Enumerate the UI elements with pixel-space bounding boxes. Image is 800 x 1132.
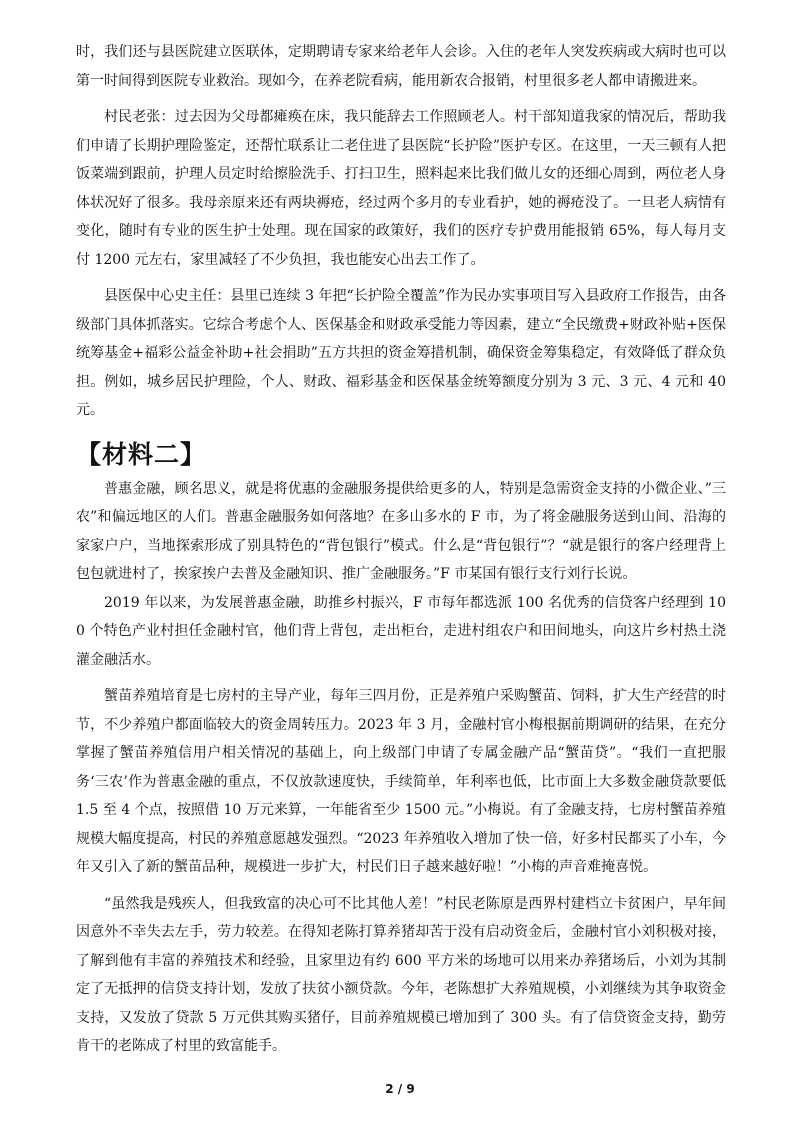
paragraph-villager-chen: “虽然我是残疾人，但我致富的决心可不比其他人差！”村民老陈原是西界村建档立卡贫困户，早年间因意外不幸失去左手，劳力较差。在得知老陈打算养猪却苦于没有启动资金后，金融村官小刘积极对接，了解到他有丰富的养殖技术和经验，且家里边有约 600 平方米的场地可以用来办养猪场后，小刘为其制定了无抵押的信贷支持计划，发放了扶贫小额贷款。今年，老陈想扩大养殖规模，小刘继续为其争取资金支持，又发放了贷款 5 万元供其购买猪仔，目前养殖规模已增加到了 300 头。有了信贷资金支持，勤劳肯干的老陈成了村里的致富能手。 <box>76 895 726 1054</box>
paragraph-elderly-care-medical: 时，我们还与县医院建立医联体，定期聘请专家来给老年人会诊。入住的老年人突发疾病或大病时也可以第一时间得到医院专业救治。现如今，在养老院看病，能用新农合报销，村里很多老人都申请搬进来。 <box>76 44 726 89</box>
paragraph-finance-village-officials: 2019 年以来，为发展普惠金融，助推乡村振兴，F 市每年都选派 100 名优秀的信贷客户经理到 100 个特色产业村担任金融村官，他们背上背包，走出柜台，走进村组农户和田间地头，向这片乡村热土浇灌金融活水。 <box>76 594 726 668</box>
paragraph-villager-zhang: 村民老张：过去因为父母都瘫痪在床，我只能辞去工作照顾老人。村干部知道我家的情况后，帮助我们申请了长期护理险鉴定，还帮忙联系让二老住进了县医院“长护险”医护专区。在这里，一天三顿有人把饭菜端到跟前，护理人员定时给擦脸洗手、打扫卫生，照料起来比我们做儿女的还细心周到，两位老人身体状况好了很多。我母亲原来还有两块褥疮，经过两个多月的专业看护，她的褥疮没了。一旦老人病情有变化，随时有专业的医生护士处理。现在国家的政策好，我们的医疗专护费用能报销 65%，每人每月支付 1200 元左右，家里减轻了不少负担，我也能安心出去工作了。 <box>76 109 726 268</box>
page-number: 2 / 9 <box>385 1082 415 1096</box>
document-body <box>76 38 726 1061</box>
section-heading-material-two: 【材料二】 <box>76 439 207 469</box>
paragraph-director-shi: 县医保中心史主任：县里已连续 3 年把“长护险全覆盖”作为民办实事项目写入县政府工作报告，由各级部门具体抓落实。它综合考虑个人、医保基金和财政承受能力等因素，建立“全民缴费+财政补贴+医保统筹基金+福彩公益金补助+社会捐助”五方共担的资金筹措机制，确保资金筹集稳定，有效降低了群众负担。例如，城乡居民护理险，个人、财政、福彩基金和医保基金统筹额度分别为 3 元、3 元、4 元和 40 元。 <box>76 288 726 418</box>
paragraph-inclusive-finance: 普惠金融，顾名思义，就是将优惠的金融服务提供给更多的人，特别是急需资金支持的小微企业、”三农”和偏远地区的人们。普惠金融服务如何落地？在多山多水的 F 市，为了将金融服务送到山间、沿海的家家户户，当地探索形成了别具特色的“背包银行”模式。什么是“背包银行”？“就是银行的客户经理背上包包就进村了，挨家挨户去普及金融知识、推广金融服务。”F 市某国有银行支行刘行长说。 <box>76 480 726 582</box>
paragraph-crab-seedling-loan: 蟹苗养殖培育是七房村的主导产业，每年三四月份，正是养殖户采购蟹苗、饲料，扩大生产经营的时节，不少养殖户都面临较大的资金周转压力。2023 年 3 月，金融村官小梅根据前期调研的结果，在充分掌握了蟹苗养殖信用户相关情况的基础上，向上级部门申请了专属金融产品“蟹苗贷”。“我们一直把服务‘三农’作为普惠金融的重点，不仅放款速度快，手续简单，年利率也低，比市面上大多数金融贷款要低 1.5 至 4 个点，按照借 10 万元来算，一年能省至少 1500 元。”小梅说。有了金融支持，七房村蟹苗养殖规模大幅度提高，村民的养殖意愿越发强烈。“2023 年养殖收入增加了快一倍，好多村民都买了小车，今年又引入了新的蟹苗品种，规模进一步扩大，村民们日子越来越好啦！”小梅的声音难掩喜悦。 <box>76 688 726 875</box>
